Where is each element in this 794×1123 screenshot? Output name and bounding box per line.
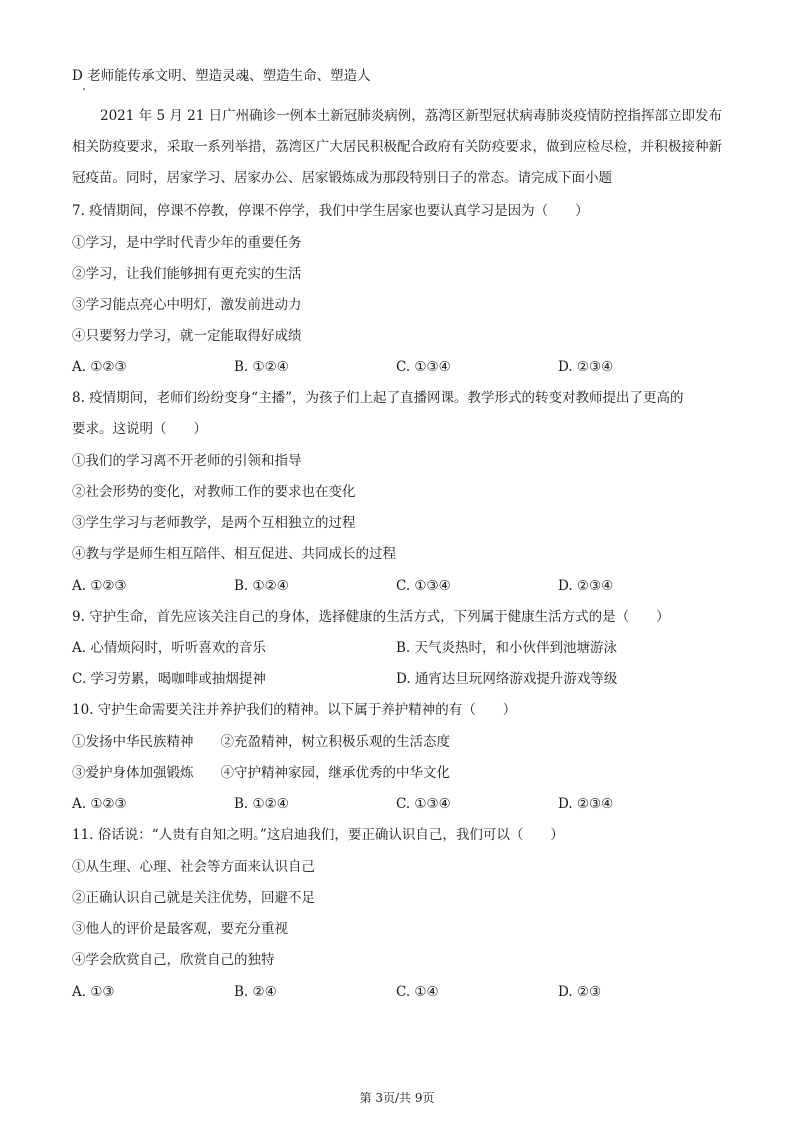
q11-option-d: D. ②③ (558, 984, 602, 1000)
q9-option-c: C. 学习劳累，喝咖啡或抽烟提神 (72, 671, 266, 687)
stray-mark (83, 88, 85, 90)
q10-items-row2: ③爱护身体加强锻炼 ④守护精神家园，继承优秀的中华文化 (72, 765, 450, 781)
q10-items-row1: ①发扬中华民族精神 ②充盈精神，树立积极乐观的生活态度 (72, 734, 450, 750)
q11-stem: 11. 俗话说：“人贵有自知之明。”这启迪我们，要正确认识自己，我们可以（ ） (72, 827, 564, 843)
q7-item-1: ①学习，是中学时代青少年的重要任务 (72, 235, 302, 251)
q7-option-a: A. ①②③ (72, 359, 127, 375)
q11-option-b: B. ②④ (234, 984, 277, 1000)
material-text: 2021 年 5 月 21 日广州确诊一例本土新冠肺炎病例，荔湾区新型冠状病毒肺炎疫情防控指挥部立即发布相关防疫要求，采取一系列举措，荔湾区广大居民积极配合政府有关防疫要求，做到应检尽检，并积极接种新冠疫苗。同时，居家学习、居家办公、居家锻炼成为那段特别日子的常态。请完成下面小题 (72, 108, 722, 186)
q10-option-c: C. ①③④ (396, 796, 451, 812)
q8-item-2: ②社会形势的变化，对教师工作的要求也在变化 (72, 484, 356, 500)
q10-option-a: A. ①②③ (72, 796, 127, 812)
q8-option-a: A. ①②③ (72, 578, 127, 594)
q11-item-1: ①从生理、心理、社会等方面来认识自己 (72, 859, 315, 875)
q8-stem-line2: 要求。这说明（ ） (72, 421, 207, 437)
q8-item-1: ①我们的学习离不开老师的引领和指导 (72, 453, 302, 469)
page-footer: 第 3页/共 9页 (359, 1091, 435, 1105)
q10-option-b: B. ①②④ (234, 796, 289, 812)
q7-item-3: ③学习能点亮心中明灯，激发前进动力 (72, 297, 302, 313)
q8-item-3: ③学生学习与老师教学，是两个互相独立的过程 (72, 515, 356, 531)
q10-stem: 10. 守护生命需要关注并养护我们的精神。以下属于养护精神的有（ ） (72, 702, 517, 718)
q7-option-d: D. ②③④ (558, 359, 614, 375)
q10-option-d: D. ②③④ (558, 796, 614, 812)
q9-option-d: D. 通宵达旦玩网络游戏提升游戏等级 (396, 671, 618, 687)
q11-option-c: C. ①④ (396, 984, 439, 1000)
q8-option-d: D. ②③④ (558, 578, 614, 594)
q9-option-a: A. 心情烦闷时，听听喜欢的音乐 (72, 640, 266, 656)
q9-stem: 9. 守护生命，首先应该关注自己的身体，选择健康的生活方式，下列属于健康生活方式的是（ ） (72, 609, 670, 625)
q7-option-b: B. ①②④ (234, 359, 289, 375)
q8-option-c: C. ①③④ (396, 578, 451, 594)
q11-item-4: ④学会欣赏自己，欣赏自己的独特 (72, 952, 275, 968)
q11-item-2: ②正确认识自己就是关注优势，回避不足 (72, 890, 315, 906)
q11-item-3: ③他人的评价是最客观，要充分重视 (72, 921, 288, 937)
q7-option-c: C. ①③④ (396, 359, 451, 375)
q7-stem: 7. 疫情期间，停课不停教，停课不停学，我们中学生居家也要认真学习是因为（ ） (72, 203, 589, 219)
q11-option-a: A. ①③ (72, 984, 115, 1000)
material-paragraph (72, 101, 722, 194)
top-option-d: D 老师能传承文明、塑造灵魂、塑造生命、塑造人 (72, 68, 371, 84)
q8-item-4: ④教与学是师生相互陪伴、相互促进、共同成长的过程 (72, 546, 396, 562)
q7-item-4: ④只要努力学习，就一定能取得好成绩 (72, 328, 302, 344)
q8-option-b: B. ①②④ (234, 578, 289, 594)
q9-option-b: B. 天气炎热时，和小伙伴到池塘游泳 (396, 640, 618, 656)
q8-stem-line1: 8. 疫情期间，老师们纷纷变身“主播”，为孩子们上起了直播网课。教学形式的转变对教师提出了更高的 (72, 390, 684, 406)
q7-item-2: ②学习，让我们能够拥有更充实的生活 (72, 266, 302, 282)
